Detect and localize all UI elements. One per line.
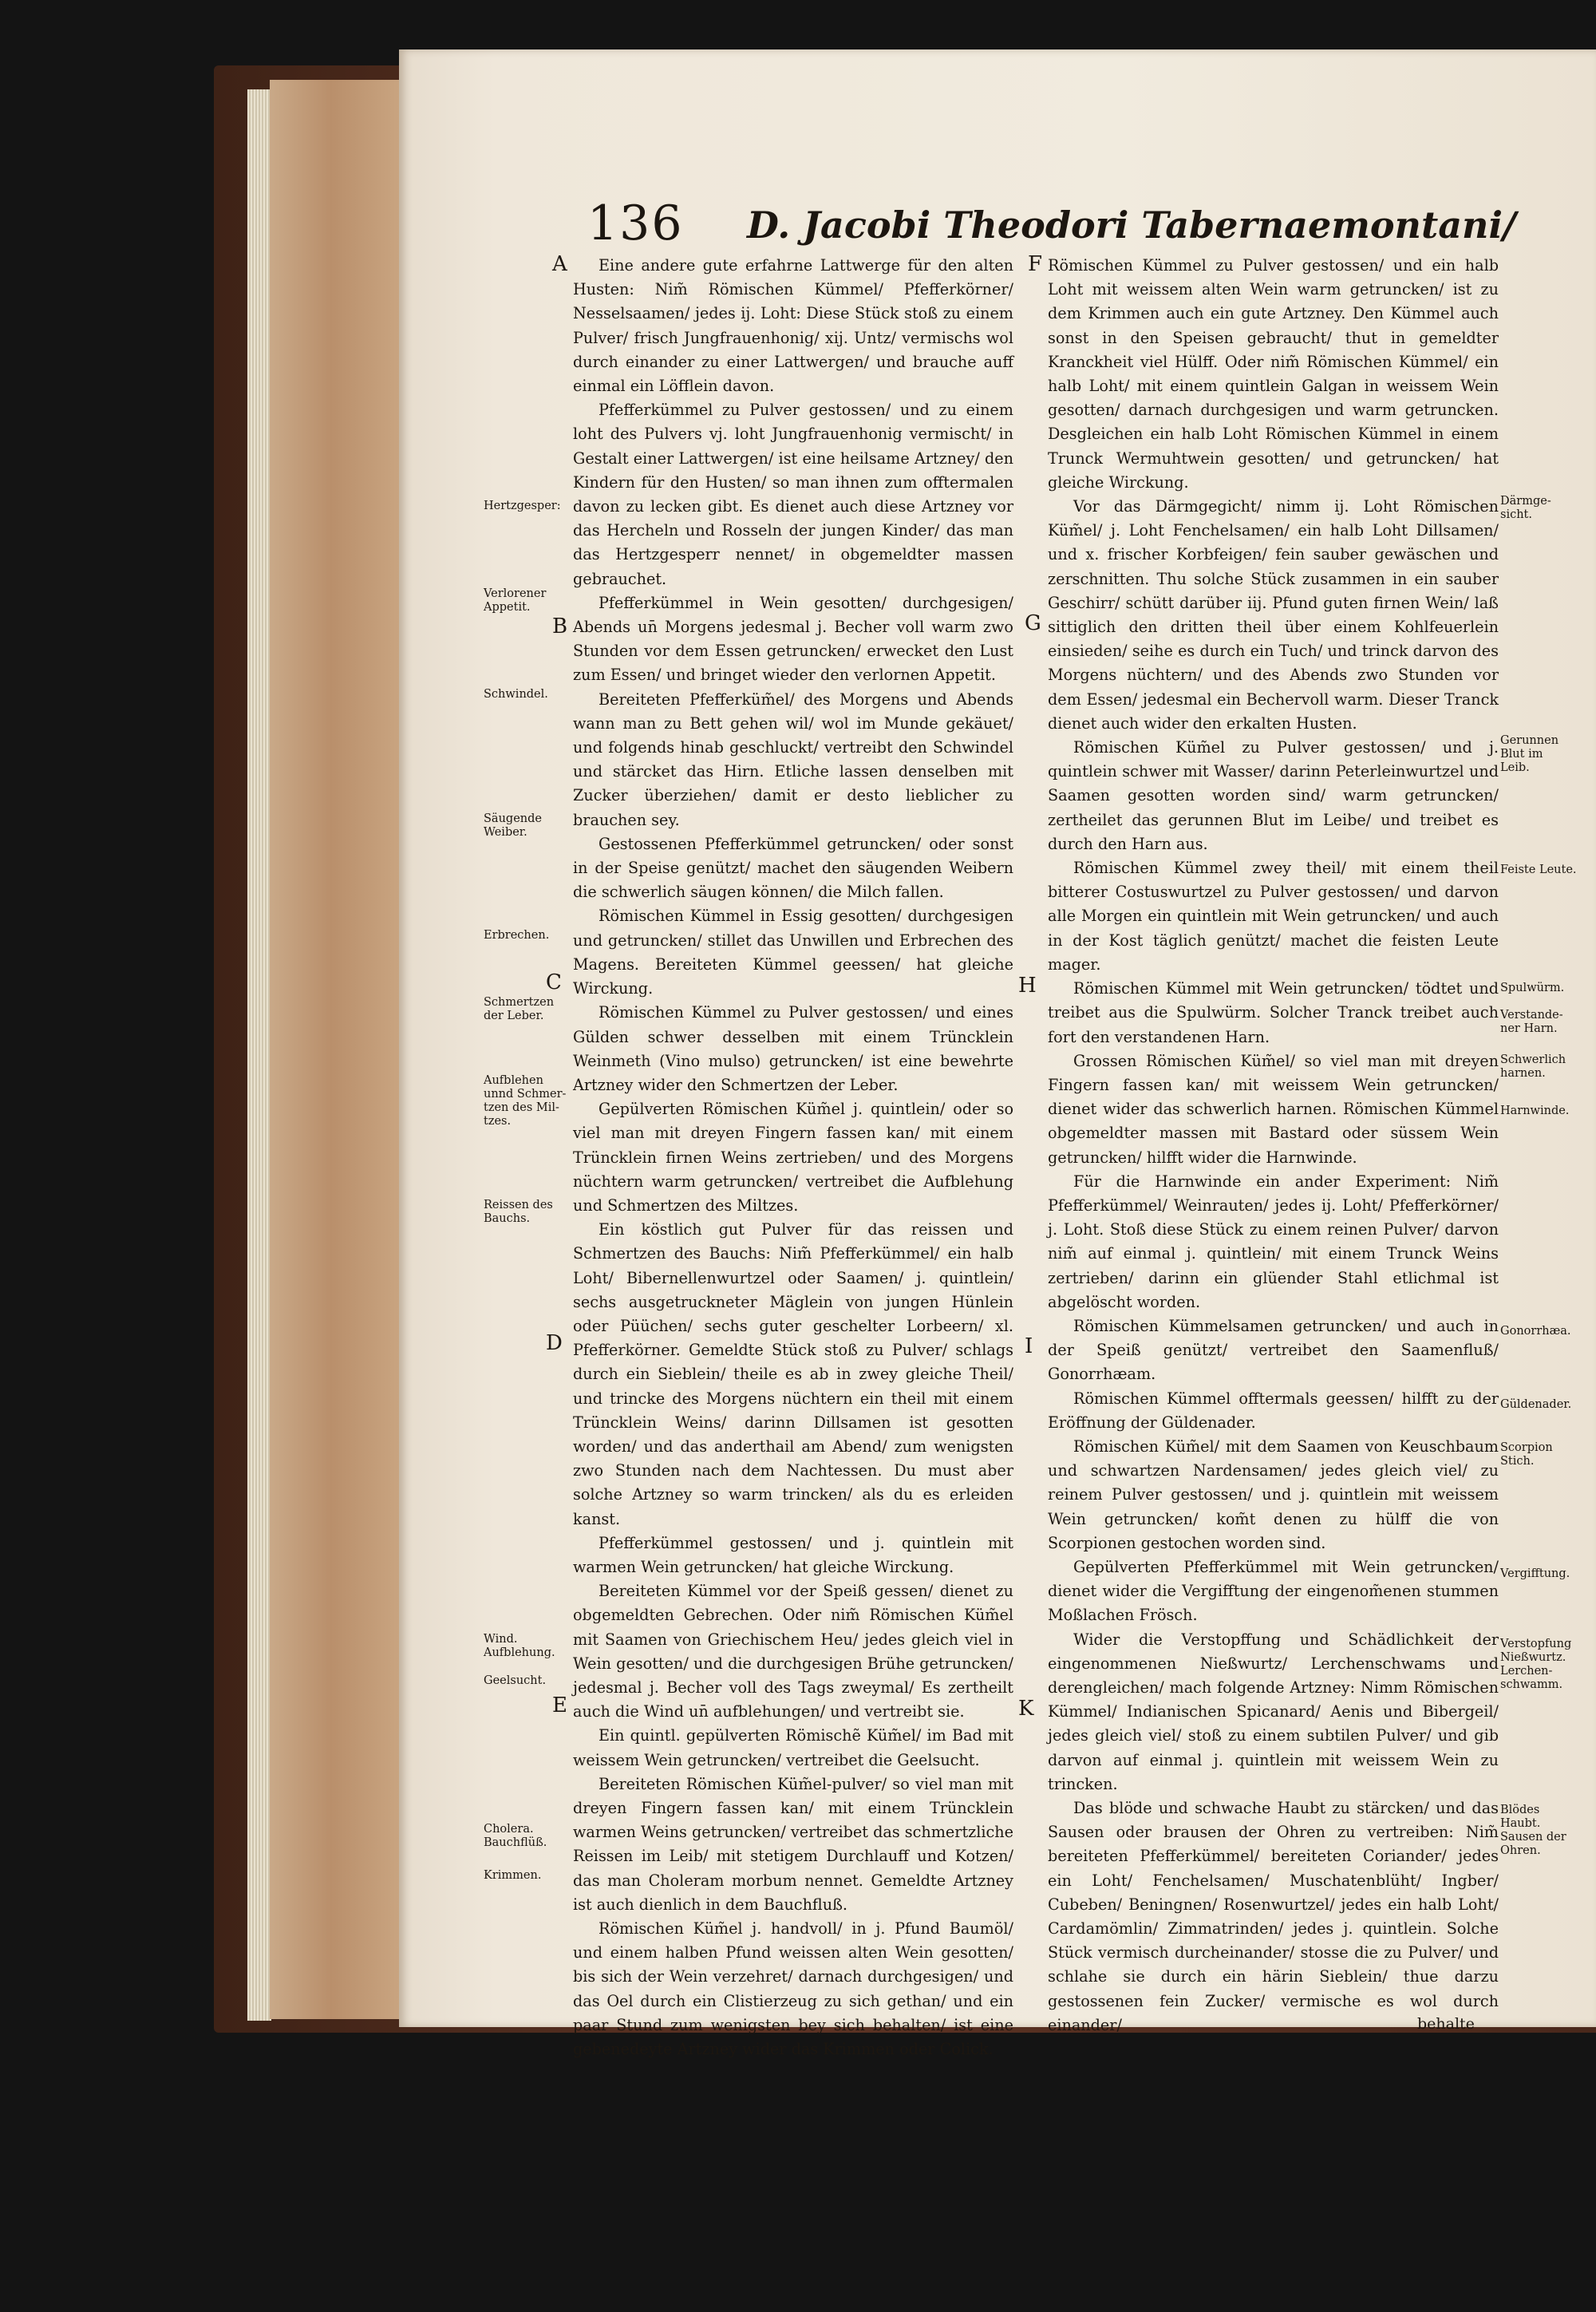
margin-note: Harnwinde. xyxy=(1500,1105,1570,1117)
margin-note: Verstande- ner Harn. xyxy=(1500,1009,1563,1035)
margin-note: Reissen des Bauchs. xyxy=(484,1199,553,1225)
paragraph: Pfefferkümmel gestossen/ und j. quintlein mit warmen Wein getruncken/ hat gleiche Wirckung. xyxy=(573,1533,1013,1576)
paragraph: Römischen Küm̃el zu Pulver gestossen/ und j. quintlein schwer mit Wasser/ darinn Peterleinwurtzel und Saamen gesotten worden sind/ warm getruncken/ zertheilet das gerunnen Blut im Leibe/ und treibet es durch den Harn aus. xyxy=(1048,738,1499,853)
paragraph: Pfefferkümmel zu Pulver gestossen/ und zu einem loht des Pulvers vj. loht Jungfrauenhonig vermischt/ in Gestalt einer Lattwergen/ ist eine heilsame Artzney/ den Kindern für den Husten/ so man ihnen zum offtermalen davon zu lecken gibt. Es dienet auch diese Artzney vor das Hercheln und Rosseln der jungen Kinder/ das man das Hertzgesperr nennet/ in obgemeldter massen gebrauchet. xyxy=(573,401,1013,588)
paragraph: Das blöde und schwache Haubt zu stärcken/ und das Sausen oder brausen der Ohren zu vertreiben: Nim̃ bereiteten Pfefferkümmel/ bereiteten Coriander/ jedes ein Loht/ Fenchelsamen/ Muschatenblüht/ Ingber/ Cubeben/ Beningnen/ Rosenwurtzel/ jedes ein halb Loht/ Cardamömlin/ Zimmatrinden/ jedes j. quintlein. Solche Stück vermisch durcheinander/ stosse die zu Pulver/ und schlahe sie durch ein härin Sieblein/ thue darzu gestossenen fein Zucker/ vermische es wol durch einander/ xyxy=(1048,1799,1499,2034)
section-letter-k: K xyxy=(1018,1697,1034,1721)
margin-note: Cholera. Bauchflüß. xyxy=(484,1823,547,1849)
margin-note: Vergifftung. xyxy=(1500,1567,1570,1580)
margin-note: Schwerlich harnen. xyxy=(1500,1053,1566,1080)
paragraph: Pfefferkümmel in Wein gesotten/ durchgesigen/ Abends un̄ Morgens jedesmal j. Becher voll warm zwo Stunden vor dem Essen getruncken/ erwecket den Lust zum Essen/ und bringet wieder den verlornen Appetit. xyxy=(573,593,1013,685)
section-letter-a: A xyxy=(552,252,567,276)
margin-note: Gerunnen Blut im Leib. xyxy=(1500,734,1559,774)
page-edges xyxy=(247,89,271,2021)
section-letter-i: I xyxy=(1025,1334,1033,1358)
right-column xyxy=(1048,254,1499,2037)
paragraph: Ein quintl. gepülverten Römischẽ Küm̃el/ im Bad mit weissem Wein getruncken/ vertreibet die Geelsucht. xyxy=(573,1726,1013,1769)
margin-note: Schwindel. xyxy=(484,688,548,701)
paragraph: Grossen Römischen Küm̃el/ so viel man mit dreyen Fingern fassen kan/ mit weissem Wein getruncken/ dienet wider das schwerlich harnen. Römischen Kümmel obgemeldter massen mit Bastard oder süssem Wein getruncken/ hilfft wider die Harnwinde. xyxy=(1048,1051,1499,1167)
paragraph: Römischen Kümmel zwey theil/ mit einem theil bitterer Costuswurtzel zu Pulver gestossen/ und darvon alle Morgen ein quintlein mit Wein getruncken/ und auch in der Kost täglich genützt/ machet die feisten Leute mager. xyxy=(1048,859,1499,974)
paragraph: Bereiteten Pfefferküm̃el/ des Morgens und Abends wann man zu Bett gehen wil/ wol im Munde gekäuet/ und folgends hinab geschluckt/ vertreibt den Schwindel und stärcket das Hirn. Etliche lassen denselben mit Zucker überziehen/ damit er desto lieblicher zu brauchen sey. xyxy=(573,690,1013,829)
running-head xyxy=(587,190,1516,262)
margin-note: Gonorrhæa. xyxy=(1500,1325,1571,1338)
paragraph: Römischen Kümmelsamen getruncken/ und auch in der Speiß genützt/ vertreibet den Saamenfluß/ Gonorrhæam. xyxy=(1048,1316,1499,1384)
paragraph: Ein köstlich gut Pulver für das reissen und Schmertzen des Bauchs: Nim̃ Pfefferkümmel/ ein halb Loht/ Bibernellenwurtzel oder Saamen/ j. quintlein/ sechs ausgetruckneter Mäglein von jungen Hünlein oder Püüchen/ sechs guter geschelter Lorbeern/ xl. Pfefferkörner. Gemeldte Stück stoß zu Pulver/ schlags durch ein Sieblein/ theile es ab in zwey gleiche Theil/ und trincke des Morgens nüchtern ein theil mit einem Trüncklein Weins/ darinn Dillsamen ist gesotten worden/ und das anderthail am Abend/ zum wenigsten zwo Stunden nach dem Nachtessen. Du must aber solche Artzney so warm trincken/ als du es erleiden kanst. xyxy=(573,1220,1013,1528)
paragraph: Römischen Kümmel mit Wein getruncken/ tödtet und treibet aus die Spulwürm. Solcher Tranck treibet auch fort den verstandenen Harn. xyxy=(1048,979,1499,1046)
margin-note: Scorpion Stich. xyxy=(1500,1441,1553,1468)
paragraph: Römischen Kümmel zu Pulver gestossen/ und ein halb Loht mit weissem alten Wein warm getruncken/ ist zu dem Krimmen auch ein gute Artzney. Den Kümmel auch sonst in den Speisen gebraucht/ thut in gemeldter Kranckheit viel Hülff. Oder nim̃ Römischen Kümmel/ ein halb Loht/ mit einem quintlein Galgan in weissem Wein gesotten/ darnach durchgesigen und warm getruncken. Desgleichen ein halb Loht Römischen Kümmel in einem Trunck Wermuhtwein gesotten/ und getruncken/ hat gleiche Wirckung. xyxy=(1048,256,1499,492)
margin-note: Verlorener Appetit. xyxy=(484,587,547,614)
paragraph: Eine andere gute erfahrne Lattwerge für den alten Husten: Nim̃ Römischen Kümmel/ Pfefferkörner/ Nesselsaamen/ jedes ij. Loht: Diese Stück stoß zu einem Pulver/ frisch Jungfrauenhonig/ xij. Untz/ vermischs wol durch einander zu einer Lattwergen/ und brauche auff einmal ein Löfflein davon. xyxy=(573,256,1013,396)
margin-note: Erbrechen. xyxy=(484,929,550,942)
section-letter-b: B xyxy=(552,615,568,638)
section-letter-c: C xyxy=(546,970,562,994)
margin-note: Wind. Aufblehung. xyxy=(484,1633,555,1659)
paragraph: Bereiteten Römischen Küm̃el-pulver/ so viel man mit dreyen Fingern fassen kan/ mit einem Trüncklein warmen Weins getruncken/ vertreibet das schmertzliche Reissen im Leib/ mit stetigem Durchlauff und Kotzen/ das man Choleram morbum nennet. Gemeldte Artzney ist auch dienlich in dem Bauchfluß. xyxy=(573,1774,1013,1914)
margin-note: Aufblehen unnd Schmer- tzen des Mil- tzes. xyxy=(484,1074,567,1128)
catchword: behalte xyxy=(1417,2015,1475,2033)
paragraph: Römischen Kümmel in Essig gesotten/ durchgesigen und getruncken/ stillet das Unwillen und Erbrechen des Magens. Bereiteten Kümmel geessen/ hat gleiche Wirckung. xyxy=(573,907,1013,998)
paragraph: Römischen Kümmel zu Pulver gestossen/ und eines Gülden schwer desselben mit einem Trüncklein Weinmeth (Vino mulso) getruncken/ ist eine bewehrte Artzney wider den Schmertzen der Leber. xyxy=(573,1003,1013,1094)
paragraph: Römischen Küm̃el j. handvoll/ in j. Pfund Baumöl/ und einem halben Pfund weissen alten Wein gesotten/ bis sich der Wein verzehret/ darnach durchgesigen/ und das Oel durch ein Clistierzeug zu sich gethan/ und ein paar Stund zum wenigsten bey sich behalten/ ist eine gebenedeyte Artzney wider das Krimmen oder Colick. xyxy=(573,1919,1013,2059)
margin-note: Krimmen. xyxy=(484,1869,542,1882)
paragraph: Römischen Kümmel offtermals geessen/ hilfft zu der Eröffnung der Güldenader. xyxy=(1048,1389,1499,1432)
section-letter-d: D xyxy=(546,1331,563,1355)
page-number: 136 xyxy=(587,196,684,251)
paragraph: Gestossenen Pfefferkümmel getruncken/ oder sonst in der Speise genützt/ machet den säugenden Weibern die schwerlich säugen können/ die Milch fallen. xyxy=(573,834,1013,902)
margin-note: Hertzgesper: xyxy=(484,500,561,512)
section-letter-h: H xyxy=(1018,974,1037,998)
paragraph: Bereiteten Kümmel vor der Speiß gessen/ dienet zu obgemeldten Gebrechen. Oder nim̃ Römischen Küm̃el mit Saamen von Griechischem Heu/ jedes gleich viel in Wein gesotten/ und die durchgesigen Brühe getruncken/ jedesmal j. Becher voll des Tags zweymal/ Es zertheilt auch die Wind un̄ aufblehungen/ und vertreibt sie. xyxy=(573,1582,1013,1721)
margin-note: Verstopfung Nießwurtz. Lerchen- schwamm. xyxy=(1500,1638,1572,1691)
page-header-title: D. Jacobi Theodori Tabernaemontani/ xyxy=(747,204,1516,247)
margin-note: Güldenader. xyxy=(1500,1398,1572,1411)
paragraph: Gepülverten Pfefferkümmel mit Wein getruncken/ dienet wider die Vergifftung der eingenom̃enen stummen Moßlachen Frösch. xyxy=(1048,1557,1499,1625)
left-column xyxy=(573,254,1013,2061)
section-letter-f: F xyxy=(1028,252,1043,276)
section-letter-g: G xyxy=(1025,611,1041,635)
paragraph: Römischen Küm̃el/ mit dem Saamen von Keuschbaum und schwartzen Nardensamen/ jedes gleich viel/ zu reinem Pulver gestossen/ und j. quintlein mit weissem Wein getruncken/ kom̃t denen zu hülff die von Scorpionen gestochen worden sind. xyxy=(1048,1437,1499,1552)
paragraph: Für die Harnwinde ein ander Experiment: Nim̃ Pfefferkümmel/ Weinrauten/ jedes ij. Loht/ Pfefferkörner/ j. Loht. Stoß diese Stück zu einem reinen Pulver/ darvon nim̃ auf einmal j. quintlein/ mit einem Trunck Weins zertrieben/ darinn ein glüender Stahl etlichmal ist abgelöscht worden. xyxy=(1048,1172,1499,1311)
margin-note: Feiste Leute. xyxy=(1500,864,1577,876)
page-gutter xyxy=(270,80,405,2019)
paragraph: Vor das Därmgegicht/ nimm ij. Loht Römischen Küm̃el/ j. Loht Fenchelsamen/ ein halb Loht Dillsamen/ und x. frischer Korbfeigen/ fein sauber gewäschen und zerschnitten. Thu solche Stück zusammen in ein sauber Geschirr/ schütt darüber iij. Pfund guten firnen Wein/ laß sittiglich den dritten theil über einem Kohlfeuerlein einsieden/ seihe es durch ein Tuch/ und trinck darvon des Morgens nüchtern/ und des Abends zwo Stunden vor dem Essen/ jedesmal ein Bechervoll warm. Dieser Tranck dienet auch wider den erkalten Husten. xyxy=(1048,497,1499,733)
margin-note: Spulwürm. xyxy=(1500,982,1565,994)
paragraph: Gepülverten Römischen Küm̃el j. quintlein/ oder so viel man mit dreyen Fingern fassen kan/ mit einem Trüncklein firnen Weins zertrieben/ und des Morgens nüchtern warm getruncken/ vertreibet die Aufblehung und Schmertzen des Miltzes. xyxy=(573,1100,1013,1215)
section-letter-e: E xyxy=(552,1693,567,1717)
margin-note: Blödes Haubt. Sausen der Ohren. xyxy=(1500,1804,1566,1857)
margin-note: Schmertzen der Leber. xyxy=(484,996,555,1022)
margin-note: Därmge- sicht. xyxy=(1500,495,1551,521)
margin-note: Säugende Weiber. xyxy=(484,812,542,839)
margin-note: Geelsucht. xyxy=(484,1674,547,1687)
paragraph: Wider die Verstopffung und Schädlichkeit der eingenommenen Nießwurtz/ Lerchenschwams und derengleichen/ mach folgende Artzney: Nimm Römischen Kümmel/ Indianischen Spicanard/ Aenis und Bibergeil/ jedes gleich viel/ stoß zu einem subtilen Pulver/ und gib darvon auf einmal j. quintlein mit weissem Wein zu trincken. xyxy=(1048,1630,1499,1793)
